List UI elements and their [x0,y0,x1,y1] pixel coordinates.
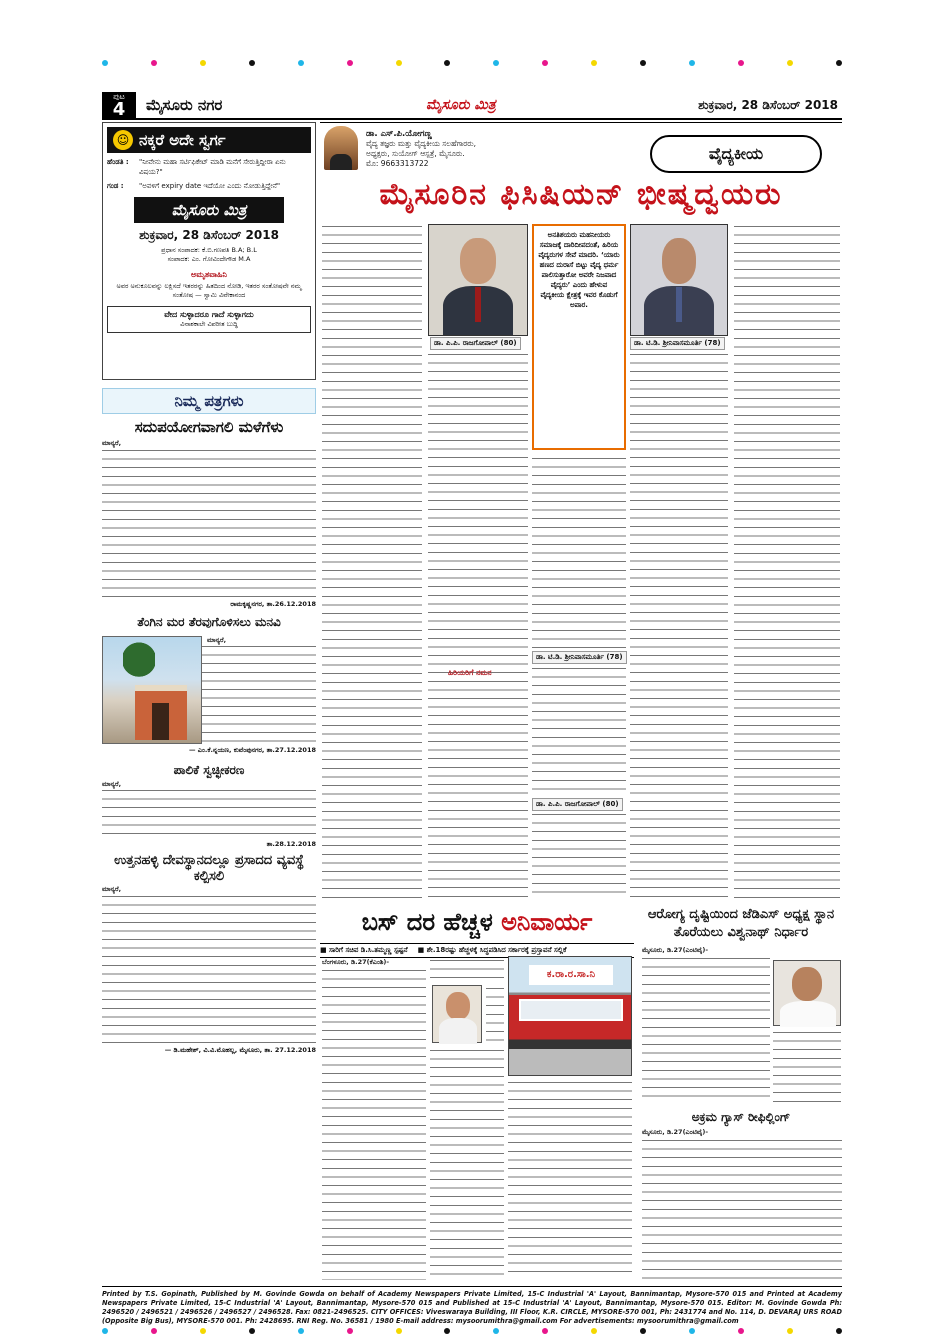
health-dateline: ಮೈಸೂರು, ಡಿ.27(ಎಂಟಿವೈ)- [642,946,709,954]
letter-title: ತೆಂಗಿನ ಮರ ತೆರವುಗೊಳಿಸಲು ಮನವಿ [137,614,281,629]
masthead: ಮೈಸೂರು ಮಿತ್ರ [426,97,496,113]
joke-line [107,181,311,191]
health-headline: ಆರೋಗ್ಯ ದೃಷ್ಟಿಯಿಂದ ಜೆಡಿಎಸ್ ಅಧ್ಯಕ್ಷ ಸ್ಥಾನ ತೊರೆಯಲು ವಿಶ್ವನಾಥ್ ನಿರ್ಧಾರ [647,907,835,940]
joke-title-text: ನಕ್ಕರೆ ಅದೇ ಸ್ವರ್ಗ [139,131,226,149]
minister-photo-bus [432,985,482,1043]
letter-body [102,894,316,1044]
article-column [532,812,626,900]
article-column [322,224,422,900]
article-column [428,352,528,900]
laughing-face-icon: ☺ [113,130,133,150]
bus-window [519,999,623,1021]
page-header [102,92,842,120]
bus-headline-a: ಬಸ್ ದರ ಹೆಚ್ಚಳ [361,908,502,936]
author-desc: ವೈದ್ಯ ತಜ್ಞರು ಮತ್ತು ವೈದ್ಯಕೀಯ ಸಲಹೆಗಾರರು, [366,139,476,148]
author-phone: ಮೊ: 9663313722 [366,159,429,168]
photo-caption-2: ಡಾ. ಟಿ.ಡಿ. ಶ್ರೀನಿವಾಸಮೂರ್ತಿ (78) [630,337,725,350]
editor-line: ಸಂಪಾದಕ: ಎಂ. ಗೋವಿಂದೇಗೌಡ M.A [167,255,251,263]
page-label: ಪುಟ [113,92,125,101]
letter-title: ಸದುಪಯೋಗವಾಗಲಿ ಮಳೆಗೆಳು [134,418,284,436]
bus-dateline: ಬೆಂಗಳೂರು, ಡಿ.27(ಕೆಎಂಶಿ)- [322,958,390,966]
letter-body [102,788,316,838]
letter-sign: — ಎಂ.ಕೆ.ನ್ನಯಣ, ಕುವೆಂಪುನಗರ, ತಾ.27.12.2018 [189,745,316,754]
joke-speaker: ಹೆಂಡತಿ : [107,158,129,166]
letter-sign: ರಾಮಕೃಷ್ಣನಗರ, ತಾ.26.12.2018 [230,599,316,608]
header-date: ಶುಕ್ರವಾರ, 28 ಡಿಸೆಂಬರ್ 2018 [698,97,838,112]
health-column [773,1030,841,1104]
health-column [642,956,770,1104]
bus-column [486,986,504,1044]
letter-lead: ಮಾನ್ಯರೆ, [102,885,122,894]
article-column [532,456,626,650]
author-info [366,129,476,169]
gas-column [642,1138,842,1280]
letter-sign: — ಡಿ.ಮಹೇಶ್, ವಿ.ವಿ.ಮೊಹಲ್ಲ, ಮೈಸೂರು, ತಾ. 27.12.2018 [164,1045,316,1054]
author-name: ಡಾ. ಎಸ್.ಪಿ.ಯೋಗಣ್ಣ [366,129,432,139]
doctor-photo-2 [630,224,728,336]
door-shape [152,703,169,740]
bus-headline-b: ಅನಿವಾರ್ಯ [501,908,593,936]
joke-text: "ಅವಳಿಗೆ expiry date ಇದೆಯೋ ಎಂದು ನೋಡುತ್ತಿದ್ದೇನೆ" [139,182,281,190]
pull-quote: ಅನತಿಶಯರು ಮಹನೀಯರು ಸಮಾಜಕ್ಕೆ ದಾರಿದೀಪದಂತೆ, ಹಿರಿಯ ವೈದ್ಯರುಗಳ ಸೇವೆ ಮಾದರಿ. ‘ಯಾರು ಹಣದ ದುರಾಸೆ ಬಿಟ್ಟು ವೈದ್ಯ ಧರ್ಮ ಪಾಲಿಸುತ್ತಾರೋ ಅವರೇ ನಿಜವಾದ ವೈದ್ಯರು’ ಎಂದು ಹೇಳುವ ವೈದ್ಯಕೀಯ ಕ್ಷೇತ್ರಕ್ಕೆ ಇವರ ಕೊಡುಗೆ ಅಪಾರ. [532,224,626,450]
article-column [630,352,728,900]
photo-caption-1: ಡಾ. ಪಿ.ಪಿ. ರಾಜಗೋಪಾಲ್ (80) [430,337,521,350]
article-headline: ಮೈಸೂರಿನ ಫಿಸಿಷಿಯನ್ ಭೀಷ್ಮದ್ವಯರು [379,177,783,212]
imprint-footer: Printed by T.S. Gopinath, Published by M. Govinde Gowda on behalf of Academy Newspapers Private Limited, 15-C Industrial 'A' Layout, Bannimantap, Mysore-570 015 and Printed at Academy Newspapers Private Limited, 15-C Industrial 'A' Layout, Bannimantap, Mysore-570 015 and Published at 15-C Industrial 'A' Layout, Bannimantap, Mysore-570 015. Editor: M. Govinde Gowda Ph: 2496520 / 2496521 / 2496526 / 2496527 / 2496528. Fax: 0821-2496525. CITY OFFICES: Viveswaraya Building, III Floor, K.R. CIRCLE, MYSORE-570 001, Ph: 2431774 and No. 114, D. DEVARAJ URS ROAD (Opposite Big Bus), MYSORE-570 001. Ph: 2428695. RNI Reg. No. 36581 / 1980 E-mail address: mysoorumithra@gmail.com For advertisements: mysoorumithra@gmail.com [102,1286,842,1326]
joke-speaker: ಗಂಡ : [107,182,124,190]
editor-lines [107,246,311,264]
joke-line [107,157,311,177]
bus-column [430,1048,504,1280]
proverb-text: ವಿನಾಶಕಾಲೇ ವಿಪರೀತ ಬುದ್ಧಿ [180,320,238,328]
amruta-title: ಅಮೃತವಾಹಿನಿ [191,270,227,279]
letter-sign: ತಾ.28.12.2018 [266,840,316,849]
article-column [532,666,626,796]
article-subhead: ಹಿರಿಯರಿಗೆ ನಮನ [448,668,492,677]
bus-column [508,1080,632,1280]
vishwanath-photo [773,960,841,1026]
letter-lead: ಮಾನ್ಯರೆ, [102,779,122,788]
author-photo [324,126,358,170]
article-column [734,224,840,900]
page-number: 4 [112,99,126,120]
bus-board: ಕ.ರಾ.ರ.ಸಾ.ನಿ [529,965,613,985]
author-desc: ಅಧ್ಯಕ್ಷರು, ಸುಯೋಗ್ ಆಸ್ಪತ್ರೆ, ಮೈಸೂರು. [366,149,465,158]
joke-text: "ನೀವೇನು ಮಹಾ ಸರ್ಟಿಫಿಕೇಟ್ ಮಾಡಿ ಮನೆಗೆ ಸೇರುತ್ತಿದ್ದೀರಾ ಏನು ವಿಷಯ?" [139,158,286,176]
doctor-photo-1 [428,224,528,336]
letter-lead: ಮಾನ್ಯರೆ, [207,635,227,644]
section-city: ಮೈಸೂರು ನಗರ [146,96,223,114]
coconut-tree-shape [123,642,155,686]
editor-line: ಪ್ರಧಾನ ಸಂಪಾದಕ: ಕೆ.ಬಿ.ಗಣಪತಿ B.A; B.L [161,246,257,254]
section-tab: ವೈದ್ಯಕೀಯ [650,135,822,173]
proverb-title: ವೇದ ಸುಳ್ಳಾದರೂ ಗಾದೆ ಸುಳ್ಳಾಗದು [164,310,254,319]
bus-column [430,958,504,982]
letters-banner: ನಿಮ್ಮ ಪತ್ರಗಳು [102,388,316,414]
temple-photo [102,636,202,744]
joke-title [107,127,311,153]
proverb-box [107,306,311,333]
letter-title: ಉತ್ತನಹಳ್ಳಿ ದೇವಸ್ಥಾನದಲ್ಲೂ ಪ್ರಸಾದದ ವ್ಯವಸ್ಥೆ ಕಲ್ಪಿಸಲಿ [114,853,304,885]
letter-with-photo [102,636,316,744]
letter-title: ಪಾಲಿಕೆ ಸ್ವಚ್ಛೀಕರಣ [173,762,245,777]
photo-caption-1-repeat: ಡಾ. ಪಿ.ಪಿ. ರಾಜಗೋಪಾಲ್ (80) [532,798,623,811]
bus-photo [508,956,632,1076]
page-number-box [102,92,136,118]
bus-headline [320,908,634,936]
joke-box [102,122,316,380]
photo-caption-2-repeat: ಡಾ. ಟಿ.ಡಿ. ಶ್ರೀನಿವಾಸಮೂರ್ತಿ (78) [532,651,627,664]
gas-dateline: ಮೈಸೂರು, ಡಿ.27(ಎಂಟಿವೈ)- [642,1128,709,1136]
letter-lead: ಮಾನ್ಯರೆ, [102,439,122,447]
box-date: ಶುಕ್ರವಾರ, 28 ಡಿಸೆಂಬರ್ 2018 [139,228,279,242]
top-color-marks [102,60,842,68]
gas-headline: ಅಕ್ರಮ ಗ್ಯಾಸ್ ರೀಫಿಲ್ಲಿಂಗ್ [691,1110,791,1124]
bottom-color-marks [102,1328,842,1336]
amruta-quote: ಅವರ ಅನುಕೂಲವನ್ನು ಲಕ್ಷಿಸದೆ ಇತರರನ್ನು ಹಿತದಿಂದ ನೋಡಿ, ಇತರರ ಸಂತೋಷವೇ ನಮ್ಮ ಸಂತೋಷ — ಸ್ವಾಮಿ ವಿವೇಕಾನಂದ [116,282,302,299]
letter-body [102,448,316,598]
bus-subhead: ■ ಶೇ.18ರಷ್ಟು ಹೆಚ್ಚಳಕ್ಕೆ ಸಿದ್ಧಪಡಿಸಿದ ಸರ್ಕಾರಕ್ಕೆ ಪ್ರಸ್ತಾವನೆ ಸಲ್ಲಿಕೆ [417,946,567,954]
bus-subhead: ■ ಸಾರಿಗೆ ಸಚಿವ ಡಿ.ಸಿ.ತಮ್ಮಣ್ಣ ಸ್ಪಷ್ಟನೆ [320,946,408,954]
masthead-logo: ಮೈಸೂರು ಮಿತ್ರ [134,197,284,223]
left-column [102,122,316,1055]
bus-column [322,968,426,1280]
